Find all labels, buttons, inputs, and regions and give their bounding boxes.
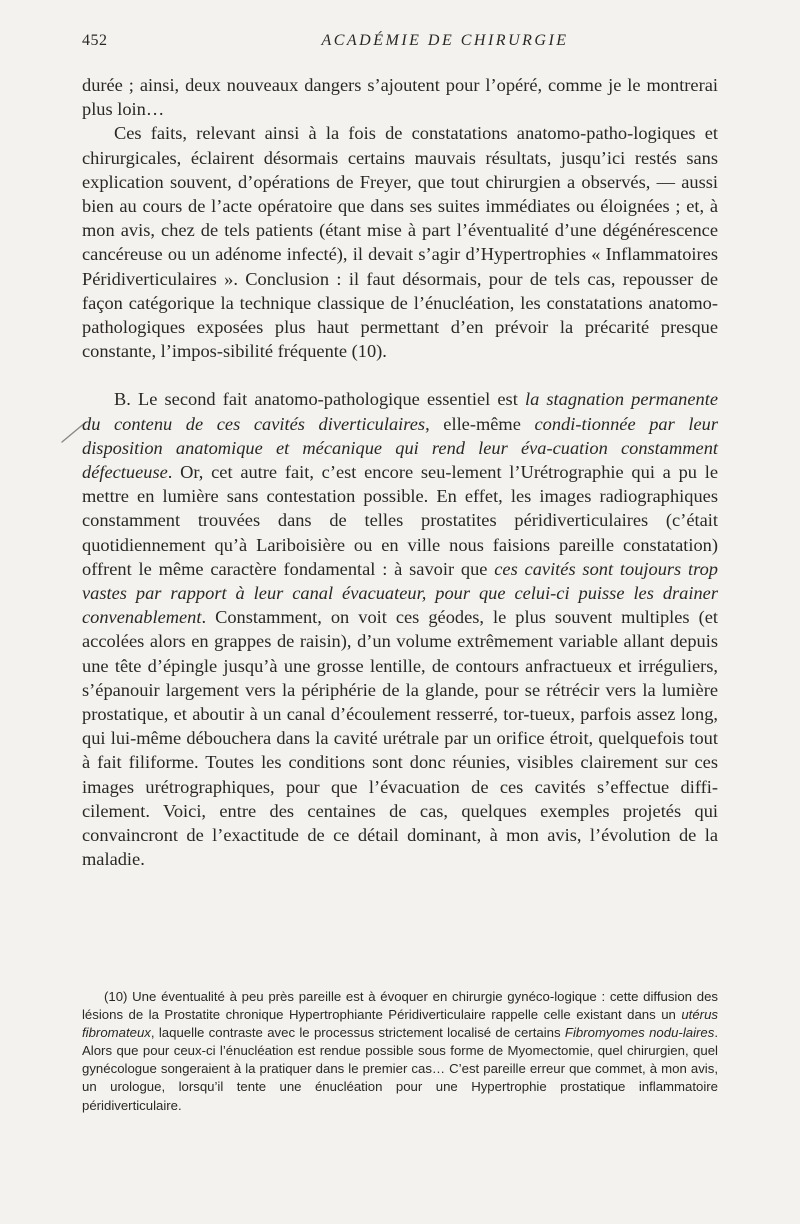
footnote-italic-1: utérus fibromateux	[82, 1007, 718, 1041]
paragraph-b	[82, 387, 718, 871]
paragraph-b-text-3: . Or, cet autre fait, c’est encore seu-lement l’Urétrographie qui a pu le mettre en lumière sans contestation possible. En effet, les images radiographiques constamment trouvées dans de telles prostatites péridiverticulaires (c’était quotidiennement qu’à Lariboisière ou en ville nous faisions pareille constatation) offrent le même caractère fondamental : à savoir que	[82, 462, 718, 579]
paragraph-2: Ces faits, relevant ainsi à la fois de constatations anatomo-patho-logiques et chirurgicales, éclairent désormais certains mauvais résultats, jusqu’ici restés sans explication souvent, d’opérations de Freyer, que tout chirurgien a observés, — aussi bien au cours de l’acte opératoire que dans ses suites immédiates ou éloignées ; et, à mon avis, chez de tels patients (étant mise à part l’éventualité d’une dégénérescence cancéreuse ou un adénome infecté), il devait s’agir d’Hypertrophies « Inflammatoires Péridiverticulaires ». Conclusion : il faut désormais, pour de tels cas, repousser de façon catégorique la technique classique de l’énucléation, les constatations anatomo-pathologiques exposées plus haut permettant d’en prévoir la précarité presque constante, l’impos-sibilité fréquente (10).	[82, 123, 718, 362]
main-text	[82, 73, 718, 872]
paragraph-b-text-4: . Constamment, on voit ces géodes, le plus souvent multiples (et accolées alors en grappes de raisin), d’un volume extrêmement variable allant depuis une tête d’épingle jusqu’à une grosse lentille, de contours anfractueux et irréguliers, s’épanouir largement vers la périphérie de la glande, pour se rétrécir vers la lumière prostatique, et aboutir à un canal d’écoulement resserré, tor-tueux, parfois assez long, qui lui-même débouchera dans la cavité urétrale par un orifice étroit, quelquefois tout à fait filiforme. Toutes les conditions sont donc réunies, visibles clairement sur ces images urétrographiques, pour que l’évacuation de ces cavités s’effectue diffi-cilement. Voici, entre des centaines de cas, quelques exemples projetés qui convaincront de l’exactitude de ce détail dominant, à mon avis, l’évolution de la maladie.	[82, 607, 718, 870]
paragraph-1: durée ; ainsi, deux nouveaux dangers s’ajoutent pour l’opéré, comme je le montrerai plus loin…	[82, 75, 718, 120]
footnote-text-2: , laquelle contraste avec le processus strictement localisé de certains	[150, 1025, 565, 1041]
running-title: ACADÉMIE DE CHIRURGIE	[321, 32, 569, 49]
paragraph-b-italic-3: ces cavités sont toujours trop vastes par rapport à leur canal évacuateur, pour que celui-ci puisse les drainer convenablement	[82, 558, 718, 628]
paragraph-b-text-2: , elle-même	[425, 413, 535, 434]
paragraph-b-italic-1: la stagnation permanente du contenu de ces cavités diverticulaires	[82, 389, 718, 434]
paragraph-b-italic-2: condi-tionnée par leur disposition anatomique et mécanique qui rend leur éva-cuation constamment défectueuse	[82, 413, 718, 483]
paragraph-b-text-1: B. Le second fait anatomo-pathologique essentiel est	[114, 389, 525, 410]
footnote-10	[82, 988, 718, 1115]
footnote-text-3: . Alors que pour ceux-ci l’énucléation est rendue possible sous forme de Myomectomie, quel chirurgien, quel gynécologue songeraient à la pratiquer dans le premier cas… C’est pareille erreur que commet, à mon avis, un urologue, lorsqu’il tente une énucléation pour une Hypertrophie prostatique inflammatoire péridiverticulaire.	[82, 1025, 719, 1113]
footnote-italic-2: Fibromyomes nodu-laires	[564, 1025, 715, 1041]
page-header	[82, 32, 718, 56]
page-number: 452	[82, 32, 108, 49]
footnote-paragraph	[82, 988, 718, 1115]
footnote-text-1: (10) Une éventualité à peu près pareille est à évoquer en chirurgie gynéco-logique : cette diffusion des lésions de la Prostatite chronique Hypertrophiante Péridiverticulaire rappelle celle existant dans un	[82, 989, 718, 1023]
